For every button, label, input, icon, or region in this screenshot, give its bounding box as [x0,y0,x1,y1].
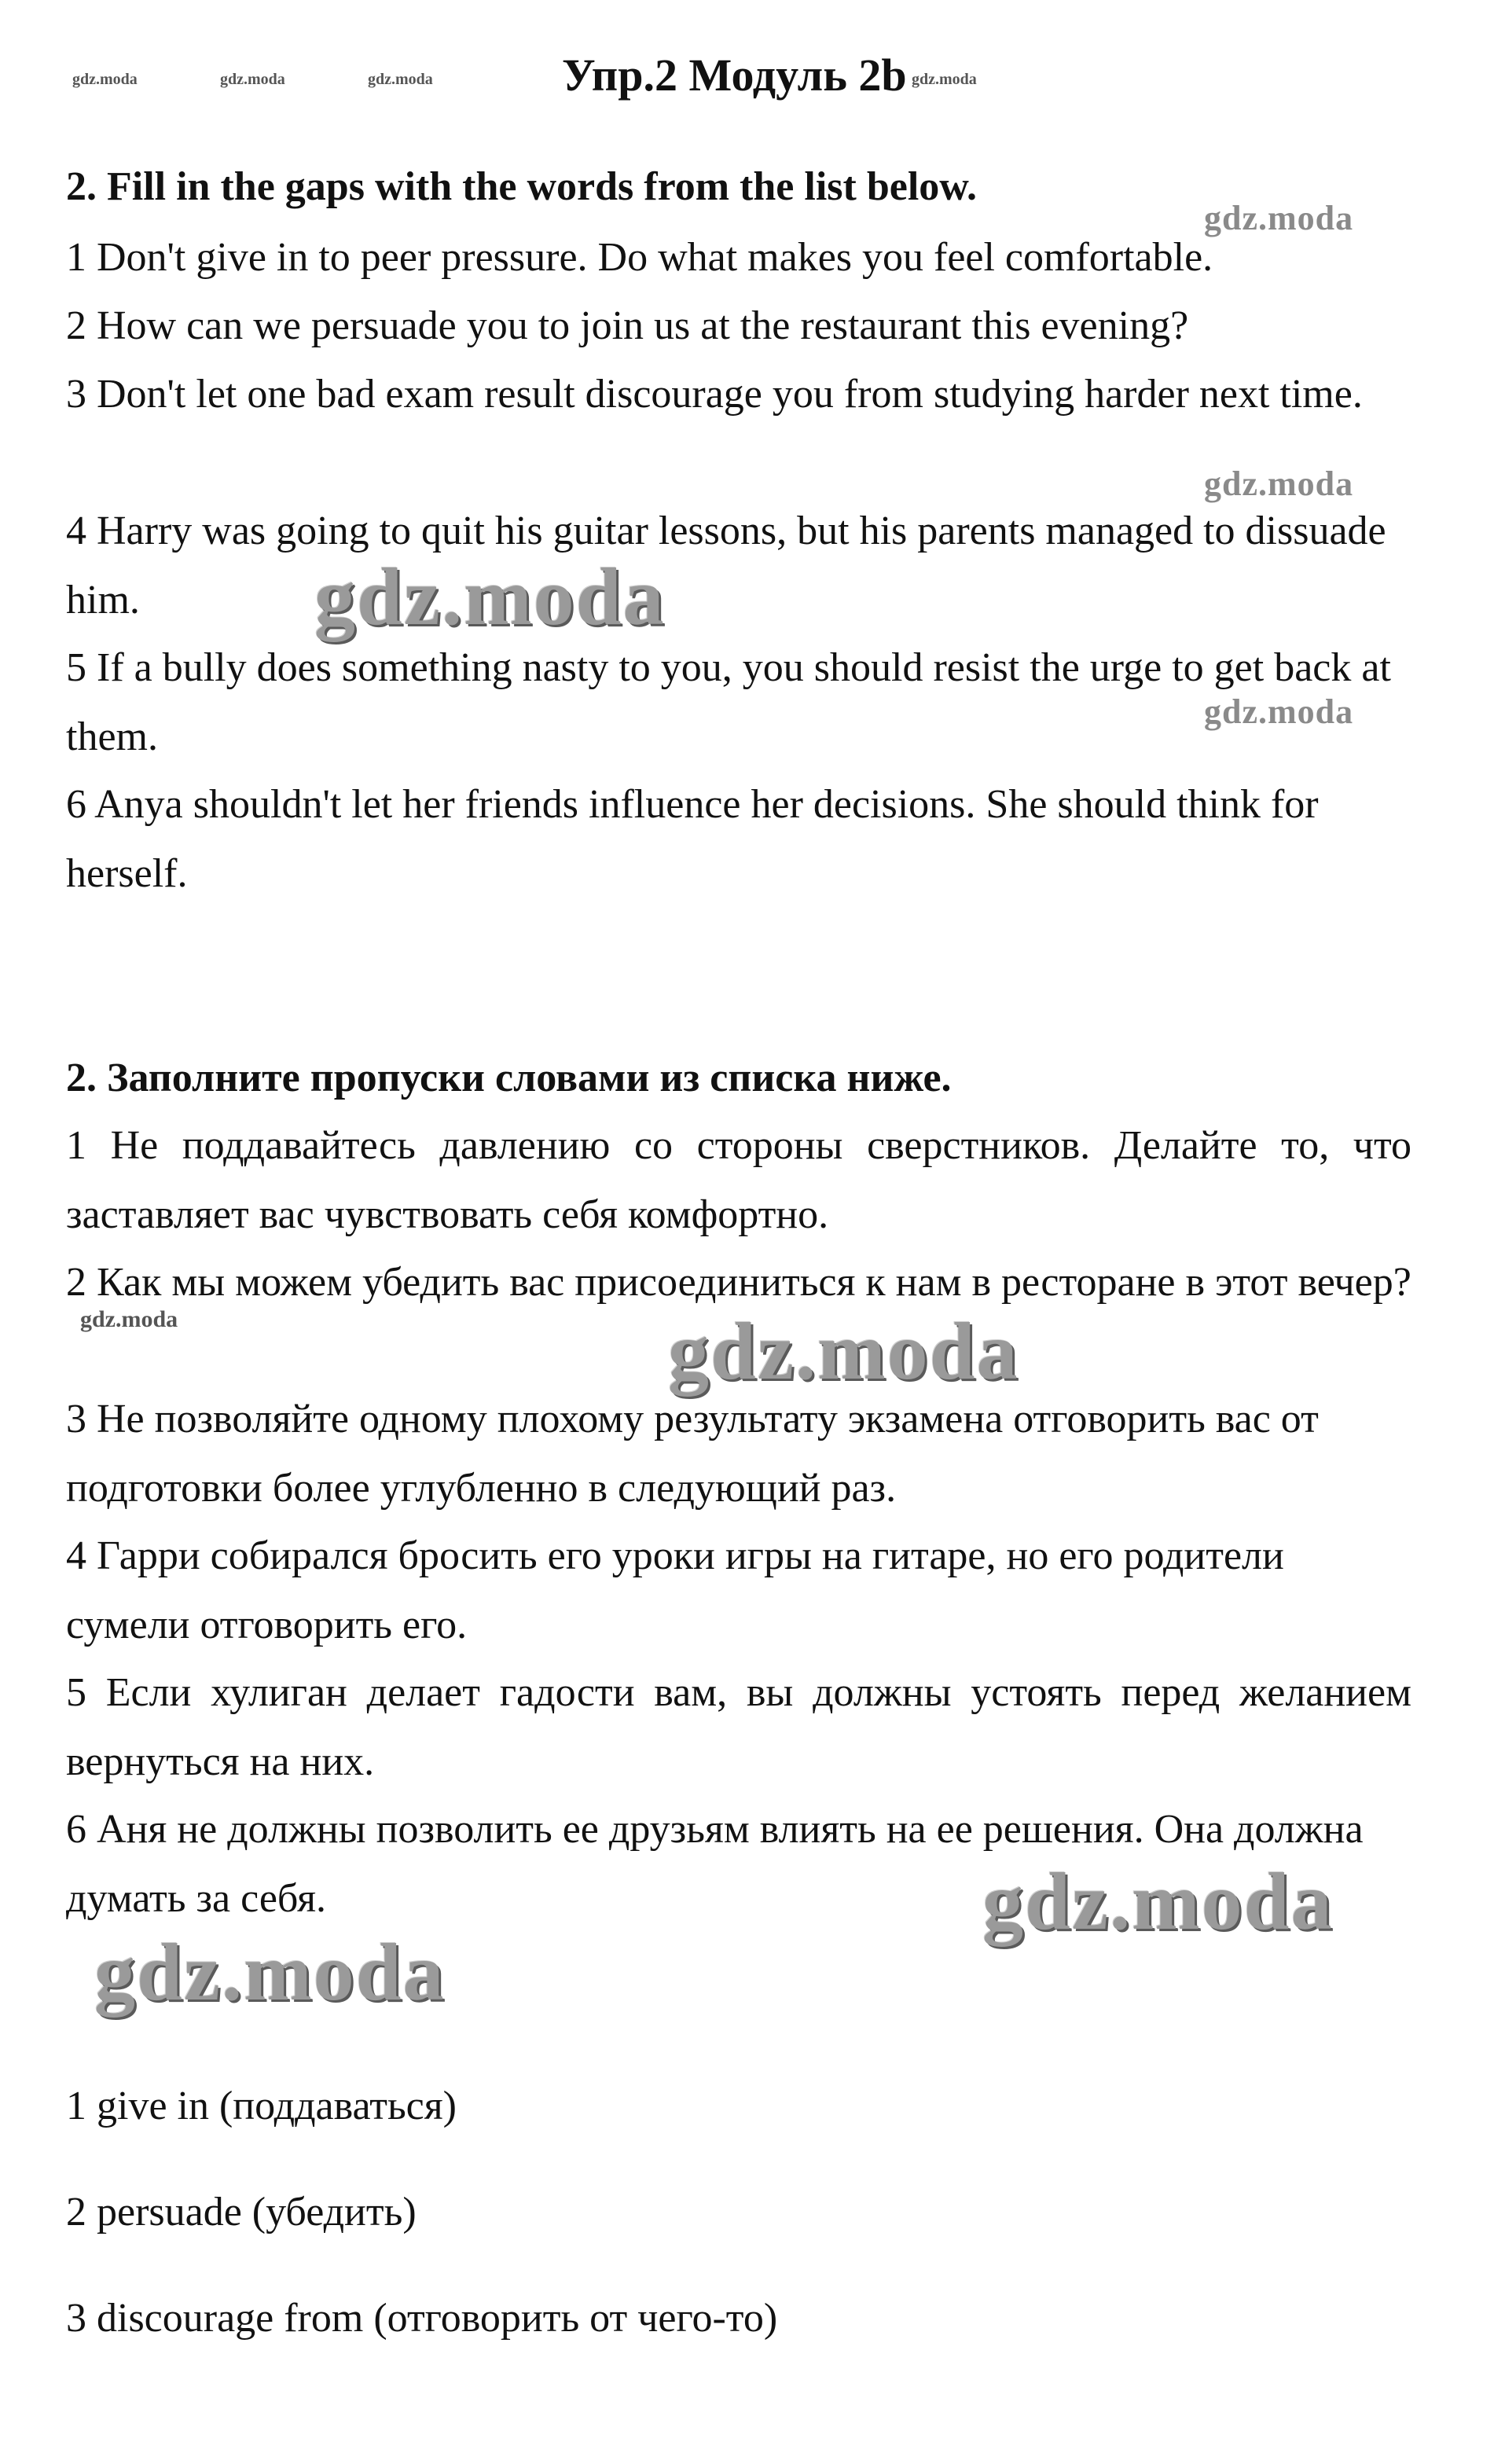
watermark: gdz.moda [912,71,977,88]
russian-item-4: 4 Гарри собирался бросить его уроки игры на гитаре, но его родители сумели отговорить его. [66,1533,1284,1647]
watermark: gdz.moda [982,1856,1334,1947]
russian-item-3: 3 Не позволяйте одному плохому результату экзамена отговорить вас от подготовки более углубленно в следующий раз. [66,1397,1319,1511]
english-item-2: 2 How can we persuade you to join us at the restaurant this evening? [66,303,1189,348]
watermark: gdz.moda [368,71,433,88]
english-item-5: 5 If a bully does something nasty to you, you should resist the urge to get back at them. [66,645,1391,759]
russian-item-1: 1 Не поддавайтесь давлению со стороны сверстников. Делайте то, что заставляет вас чувствовать себя комфортно. [66,1123,1411,1237]
watermark: gdz.moda [1204,692,1354,731]
english-item-3: 3 Don't let one bad exam result discourage you from studying harder next time. [66,372,1363,417]
watermark: gdz.moda [220,71,285,88]
watermark: gdz.moda [94,1927,446,2018]
english-item-1: 1 Don't give in to peer pressure. Do what makes you feel comfortable. [66,235,1213,280]
russian-item-6: 6 Аня не должны позволить ее друзьям влиять на ее решения. Она должна думать за себя. [66,1807,1364,1921]
watermark: gdz.moda [1204,465,1354,503]
watermark: gdz.moda [80,1306,178,1332]
vocab-item-3: 3 discourage from (отговорить от чего-то) [66,2296,778,2341]
vocab-item-2: 2 persuade (убедить) [66,2190,417,2234]
russian-heading: 2. Заполните пропуски словами из списка ниже. [66,1056,952,1100]
vocab-item-1: 1 give in (поддаваться) [66,2084,457,2128]
watermark: gdz.moda [1204,199,1354,237]
russian-item-5: 5 Если хулиган делает гадости вам, вы должны устоять перед желанием вернуться на них. [66,1670,1411,1784]
watermark: gdz.moda [72,71,138,88]
watermark: gdz.moda [668,1306,1019,1397]
page-title: Упр.2 Модуль 2b [562,50,907,101]
russian-item-2: 2 Как мы можем убедить вас присоединиться к нам в ресторане в этот вечер? [66,1260,1411,1305]
english-item-4: 4 Harry was going to quit his guitar lessons, but his parents managed to dissuade him. [66,509,1386,622]
english-item-6: 6 Anya shouldn't let her friends influence her decisions. She should think for herself. [66,782,1319,896]
watermark: gdz.moda [314,552,666,642]
english-heading: 2. Fill in the gaps with the words from the list below. [66,164,977,209]
